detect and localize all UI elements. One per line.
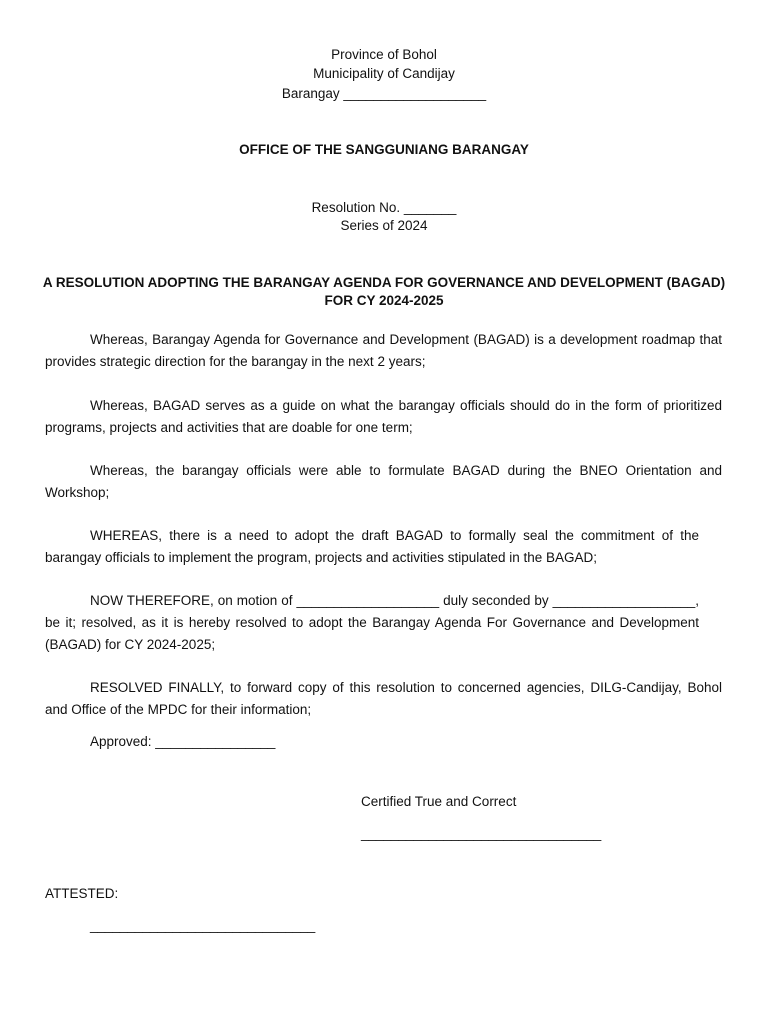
whereas-paragraph-3: Whereas, the barangay officials were able to formulate BAGAD during the BNEO Orientation and Workshop; (45, 463, 722, 500)
certified-signature-line: ________________________________ (361, 826, 602, 841)
now-therefore-paragraph: NOW THEREFORE, on motion of ___________________ duly seconded by ___________________, be it; resolved, as it is hereby resolved to adopt the Barangay Agenda For Governance and Development (BAGAD) for CY 2024-2025; (45, 593, 699, 652)
attested-signature-line: ______________________________ (90, 918, 316, 933)
attested-label: ATTESTED: (45, 886, 119, 901)
approved-line: Approved: ________________ (90, 734, 276, 749)
resolution-title-line2: FOR CY 2024-2025 (324, 293, 444, 308)
resolution-title-line1: A RESOLUTION ADOPTING THE BARANGAY AGENDA FOR GOVERNANCE AND DEVELOPMENT (BAGAD) (42, 275, 726, 290)
municipality-line: Municipality of Candijay (313, 66, 455, 81)
whereas-paragraph-2: Whereas, BAGAD serves as a guide on what the barangay officials should do in the form of prioritized programs, projects and activities that are doable for one term; (45, 398, 722, 435)
whereas-paragraph-1: Whereas, Barangay Agenda for Governance and Development (BAGAD) is a development roadmap that provides strategic direction for the barangay in the next 2 years; (45, 332, 722, 369)
barangay-line: Barangay ___________________ (281, 86, 487, 101)
resolution-number: Resolution No. _______ (311, 200, 457, 215)
certified-label: Certified True and Correct (361, 794, 517, 809)
province-line: Province of Bohol (331, 47, 437, 62)
resolution-series: Series of 2024 (340, 218, 428, 233)
resolved-finally-paragraph: RESOLVED FINALLY, to forward copy of this resolution to concerned agencies, DILG-Candijay, Bohol and Office of the MPDC for their information; (45, 680, 722, 717)
office-title: OFFICE OF THE SANGGUNIANG BARANGAY (239, 142, 529, 157)
whereas-paragraph-4: WHEREAS, there is a need to adopt the draft BAGAD to formally seal the commitment of the barangay officials to implement the program, projects and activities stipulated in the BAGAD; (45, 528, 699, 565)
